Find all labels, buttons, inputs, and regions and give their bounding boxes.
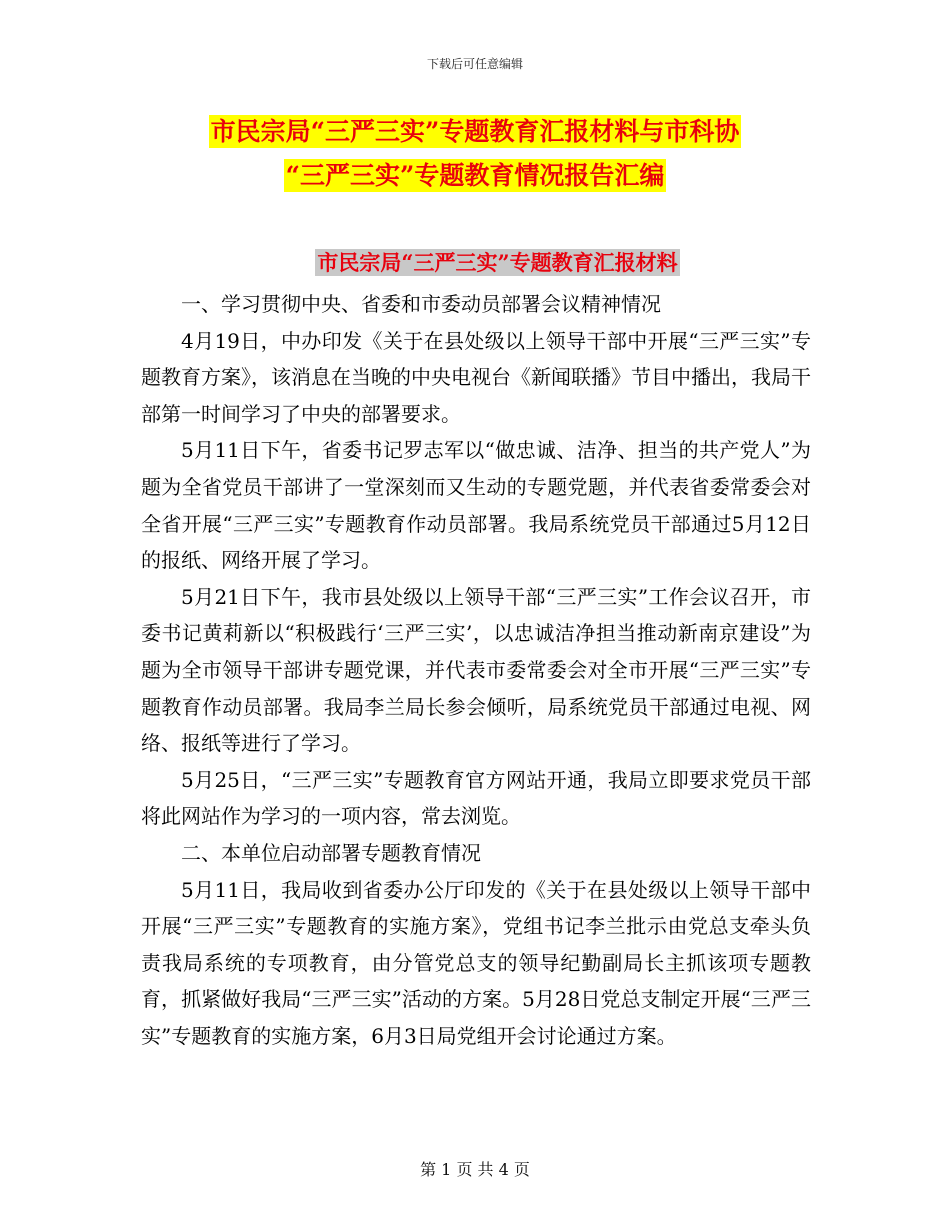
paragraph: 5月11日，我局收到省委办公厅印发的《关于在县处级以上领导干部中开展“三严三实”专题教育的实施方案》，党组书记李兰批示由党总支牵头负责我局系统的专项教育，由分管党总支的领导纪勤副局长主抓该项专题教育，抓紧做好我局“三严三实”活动的方案。5月28日党总支制定开展“三严三实”专题教育的实施方案，6月3日局党组开会讨论通过方案。 (141, 877, 811, 1048)
page-footer: 第 1 页 共 4 页 (420, 1160, 530, 1179)
header-note: 下载后可任意编辑 (426, 57, 523, 71)
document-title-line-2-text: “三严三实”专题教育情况报告汇编 (285, 161, 665, 190)
document-title-line-2 (0, 158, 950, 194)
paragraph: 4月19日，中办印发《关于在县处级以上领导干部中开展“三严三实”专题教育方案》，该消息在当晚的中央电视台《新闻联播》节目中播出，我局干部第一时间学习了中央的部署要求。 (141, 328, 811, 426)
document-title-line-1 (0, 114, 950, 150)
paragraph: 5月25日，“三严三实”专题教育官方网站开通，我局立即要求党员干部将此网站作为学习的一项内容，常去浏览。 (141, 767, 811, 829)
document-title-line-1-text: 市民宗局“三严三实”专题教育汇报材料与市科协 (210, 117, 740, 146)
paragraph-heading-2: 二、本单位启动部署专题教育情况 (181, 840, 481, 865)
document-body (141, 286, 811, 1054)
paragraph: 5月21日下午，我市县处级以上领导干部“三严三实”工作会议召开，市委书记黄莉新以“积极践行‘三严三实’，以忠诚洁净担当推动新南京建设”为题为全市领导干部讲专题党课，并代表市委常委会对全市开展“三严三实”专题教育作动员部署。我局李兰局长参会倾听，局系统党员干部通过电视、网络、报纸等进行了学习。 (141, 584, 811, 756)
paragraph-heading-1: 一、学习贯彻中央、省委和市委动员部署会议精神情况 (181, 292, 661, 316)
section-title-text: 市民宗局“三严三实”专题教育汇报材料 (317, 250, 678, 275)
paragraph: 5月11日下午，省委书记罗志军以“做忠诚、洁净、担当的共产党人”为题为全省党员干部讲了一堂深刻而又生动的专题党题，并代表省委常委会对全省开展“三严三实”专题教育作动员部署。我局系统党员干部通过5月12日的报纸、网络开展了学习。 (141, 438, 811, 573)
section-title (0, 247, 950, 279)
